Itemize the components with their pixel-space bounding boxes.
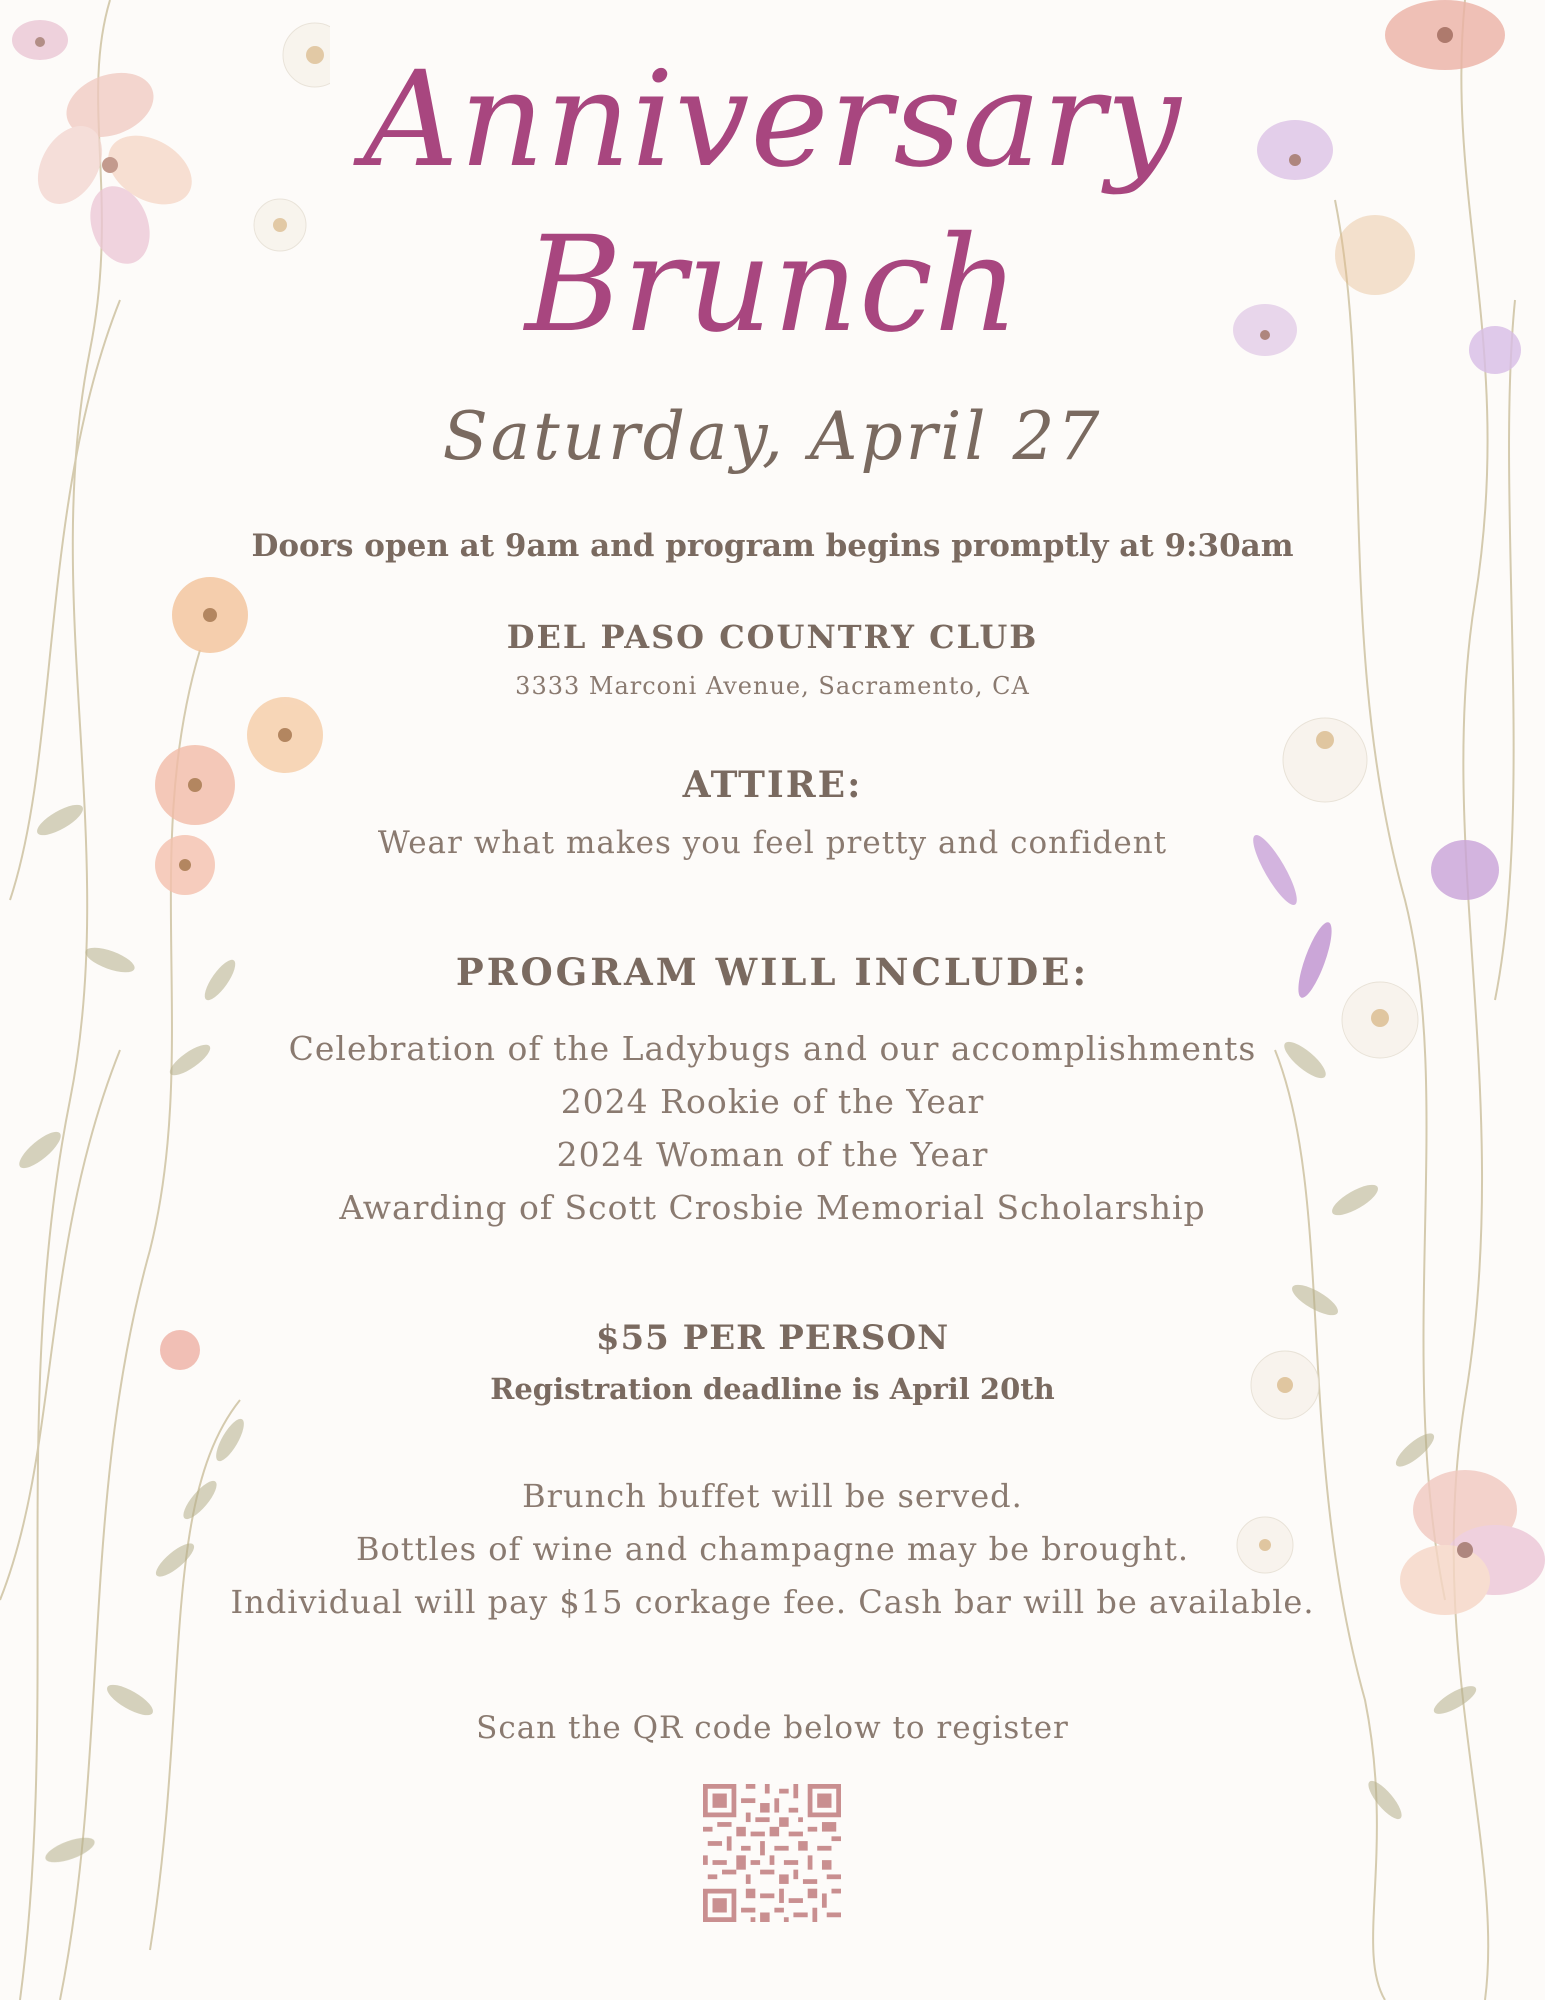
- program-item: 2024 Woman of the Year: [556, 1135, 989, 1174]
- note-line: Brunch buffet will be served.: [522, 1477, 1023, 1515]
- program-item: Awarding of Scott Crosbie Memorial Scholarship: [339, 1188, 1206, 1227]
- attire-text: Wear what makes you feel pretty and confident: [377, 825, 1168, 861]
- program-item: Celebration of the Ladybugs and our accomplishments: [288, 1029, 1257, 1068]
- note-line: Bottles of wine and champagne may be brought.: [356, 1530, 1189, 1568]
- price-per-person: $55 PER PERSON: [595, 1318, 950, 1358]
- program-item: 2024 Rookie of the Year: [560, 1082, 985, 1121]
- event-date: Saturday, April 27: [442, 398, 1103, 475]
- attire-heading: ATTIRE:: [682, 764, 863, 806]
- note-line: Individual will pay $15 corkage fee. Cash bar will be available.: [230, 1583, 1315, 1621]
- program-list: [0, 1022, 1545, 1234]
- event-notes: [0, 1470, 1545, 1629]
- registration-deadline: Registration deadline is April 20th: [490, 1372, 1055, 1406]
- scan-instructions: Scan the QR code below to register: [476, 1710, 1069, 1746]
- program-heading: PROGRAM WILL INCLUDE:: [455, 950, 1090, 994]
- doors-open-text: Doors open at 9am and program begins promptly at 9:30am: [251, 528, 1294, 564]
- venue-name: DEL PASO COUNTRY CLUB: [506, 618, 1039, 656]
- event-title-line-1: Anniversary: [363, 43, 1182, 197]
- venue-address: 3333 Marconi Avenue, Sacramento, CA: [515, 672, 1030, 700]
- qr-code-icon[interactable]: [703, 1784, 841, 1922]
- event-title-line-2: Brunch: [524, 208, 1021, 362]
